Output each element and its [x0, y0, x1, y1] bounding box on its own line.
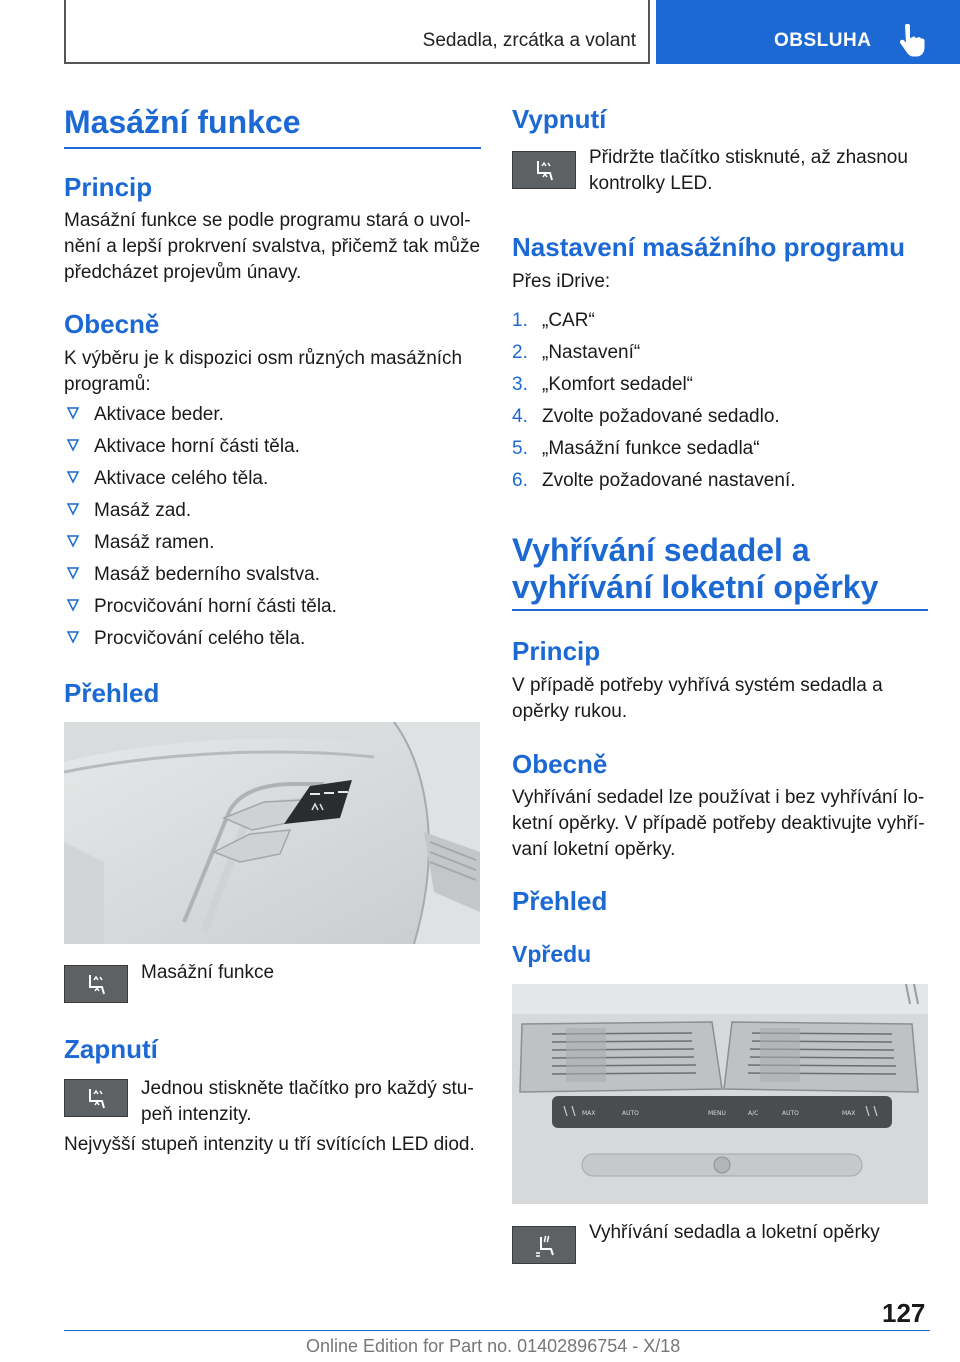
zapnuti-heading: Zapnutí [64, 1034, 158, 1064]
list-item: Procvičování celého těla. [64, 626, 337, 658]
list-item: Masáž zad. [64, 498, 337, 530]
seat-massage-icon [84, 972, 110, 998]
header-section-box [64, 0, 650, 64]
list-item: Aktivace celého těla. [64, 466, 337, 498]
obecne-text: K výběru je k dispozici osm různých masážních programů: [64, 348, 463, 395]
svg-text:AUTO: AUTO [622, 1110, 639, 1117]
page-title: Masážní funkce [64, 104, 301, 140]
svg-text:MAX: MAX [582, 1110, 596, 1117]
header-tab [656, 0, 960, 64]
dashboard-heating-photo [512, 984, 928, 1204]
vypnuti-heading: Vypnutí [512, 104, 607, 134]
list-item: Masáž ramen. [64, 530, 337, 562]
triangle-bullet-icon [66, 534, 80, 548]
vpredu-heading: Vpředu [512, 941, 592, 967]
prehled-heading: Přehled [64, 678, 160, 708]
triangle-bullet-icon [66, 438, 80, 452]
svg-text:MAX: MAX [842, 1110, 856, 1117]
svg-text:AUTO: AUTO [782, 1110, 799, 1117]
list-item: 2. „Nastavení“ [512, 342, 641, 363]
list-item: 1. „CAR“ [512, 310, 595, 331]
princip-text: Masážní funkce se podle programu stará o uvol‐ nění a lepší prokrvení svalstva, přičemž tak může předcházet projevům únavy. [64, 210, 481, 283]
princip2-heading: Princip [512, 636, 601, 666]
zapnuti-text: Jednou stiskněte tlačítko pro každý stu‐ peň intenzity. [141, 1078, 474, 1125]
page-number: 127 [882, 1298, 926, 1328]
list-item: 6. Zvolte požadované nastavení. [512, 470, 796, 491]
svg-text:A/C: A/C [748, 1110, 759, 1117]
prehled2-heading: Přehled [512, 886, 608, 916]
header-tab-label: OBSLUHA [774, 30, 872, 51]
list-item: 5. „Masážní funkce sedadla“ [512, 438, 760, 459]
obecne-heading: Obecně [64, 309, 160, 339]
princip2-text: V případě potřeby vyhřívá systém sedadla a opěrky rukou. [512, 675, 883, 722]
massage-button-icon-box [64, 1079, 128, 1117]
seat-massage-icon [532, 158, 558, 184]
photo-caption: Masážní funkce [141, 962, 275, 983]
obecne2-heading: Obecně [512, 749, 608, 779]
obecne2-text: Vyhřívání sedadel lze používat i bez vyhřívání lo‐ ketní opěrky. V případě potřeby deaktivujte vyhří‐ vaní loketní opěrky. [512, 787, 925, 860]
program-list [64, 402, 337, 658]
pointing-hand-icon [896, 24, 926, 58]
intensity-note: Nejvyšší stupeň intenzity u tří svítících LED diod. [64, 1134, 475, 1155]
header-section-title: Sedadla, zrcátka a volant [422, 30, 636, 51]
section-title-heating: Vyhřívání sedadel a vyhřívání loketní opěrky [512, 532, 879, 605]
triangle-bullet-icon [66, 406, 80, 420]
princip-heading: Princip [64, 172, 153, 202]
edition-note: Online Edition for Part no. 01402896754 - X/18 [306, 1336, 681, 1356]
vypnuti-text: Přidržte tlačítko stisknuté, až zhasnou kontrolky LED. [589, 147, 908, 194]
title2-rule [512, 609, 928, 611]
massage-function-icon-box [64, 965, 128, 1003]
triangle-bullet-icon [66, 470, 80, 484]
title-rule [64, 147, 481, 149]
door-massage-photo [64, 722, 480, 944]
list-item: 4. Zvolte požadované sedadlo. [512, 406, 780, 427]
massage-off-icon-box [512, 151, 576, 189]
footer-rule [64, 1330, 930, 1331]
seat-heating-icon-box [512, 1226, 576, 1264]
triangle-bullet-icon [66, 566, 80, 580]
triangle-bullet-icon [66, 598, 80, 612]
triangle-bullet-icon [66, 502, 80, 516]
pres-idrive: Přes iDrive: [512, 271, 611, 292]
triangle-bullet-icon [66, 630, 80, 644]
list-item: Masáž bederního svalstva. [64, 562, 337, 594]
svg-text:MENU: MENU [708, 1110, 726, 1117]
seat-massage-icon [84, 1086, 110, 1112]
seat-heating-icon [532, 1233, 558, 1259]
photo2-caption: Vyhřívání sedadla a loketní opěrky [589, 1222, 880, 1243]
list-item: Aktivace beder. [64, 402, 337, 434]
list-item: Procvičování horní části těla. [64, 594, 337, 626]
list-item: Aktivace horní části těla. [64, 434, 337, 466]
list-item: 3. „Komfort sedadel“ [512, 374, 694, 395]
steps-list [512, 308, 796, 500]
nastaveni-heading: Nastavení masážního programu [512, 232, 905, 262]
